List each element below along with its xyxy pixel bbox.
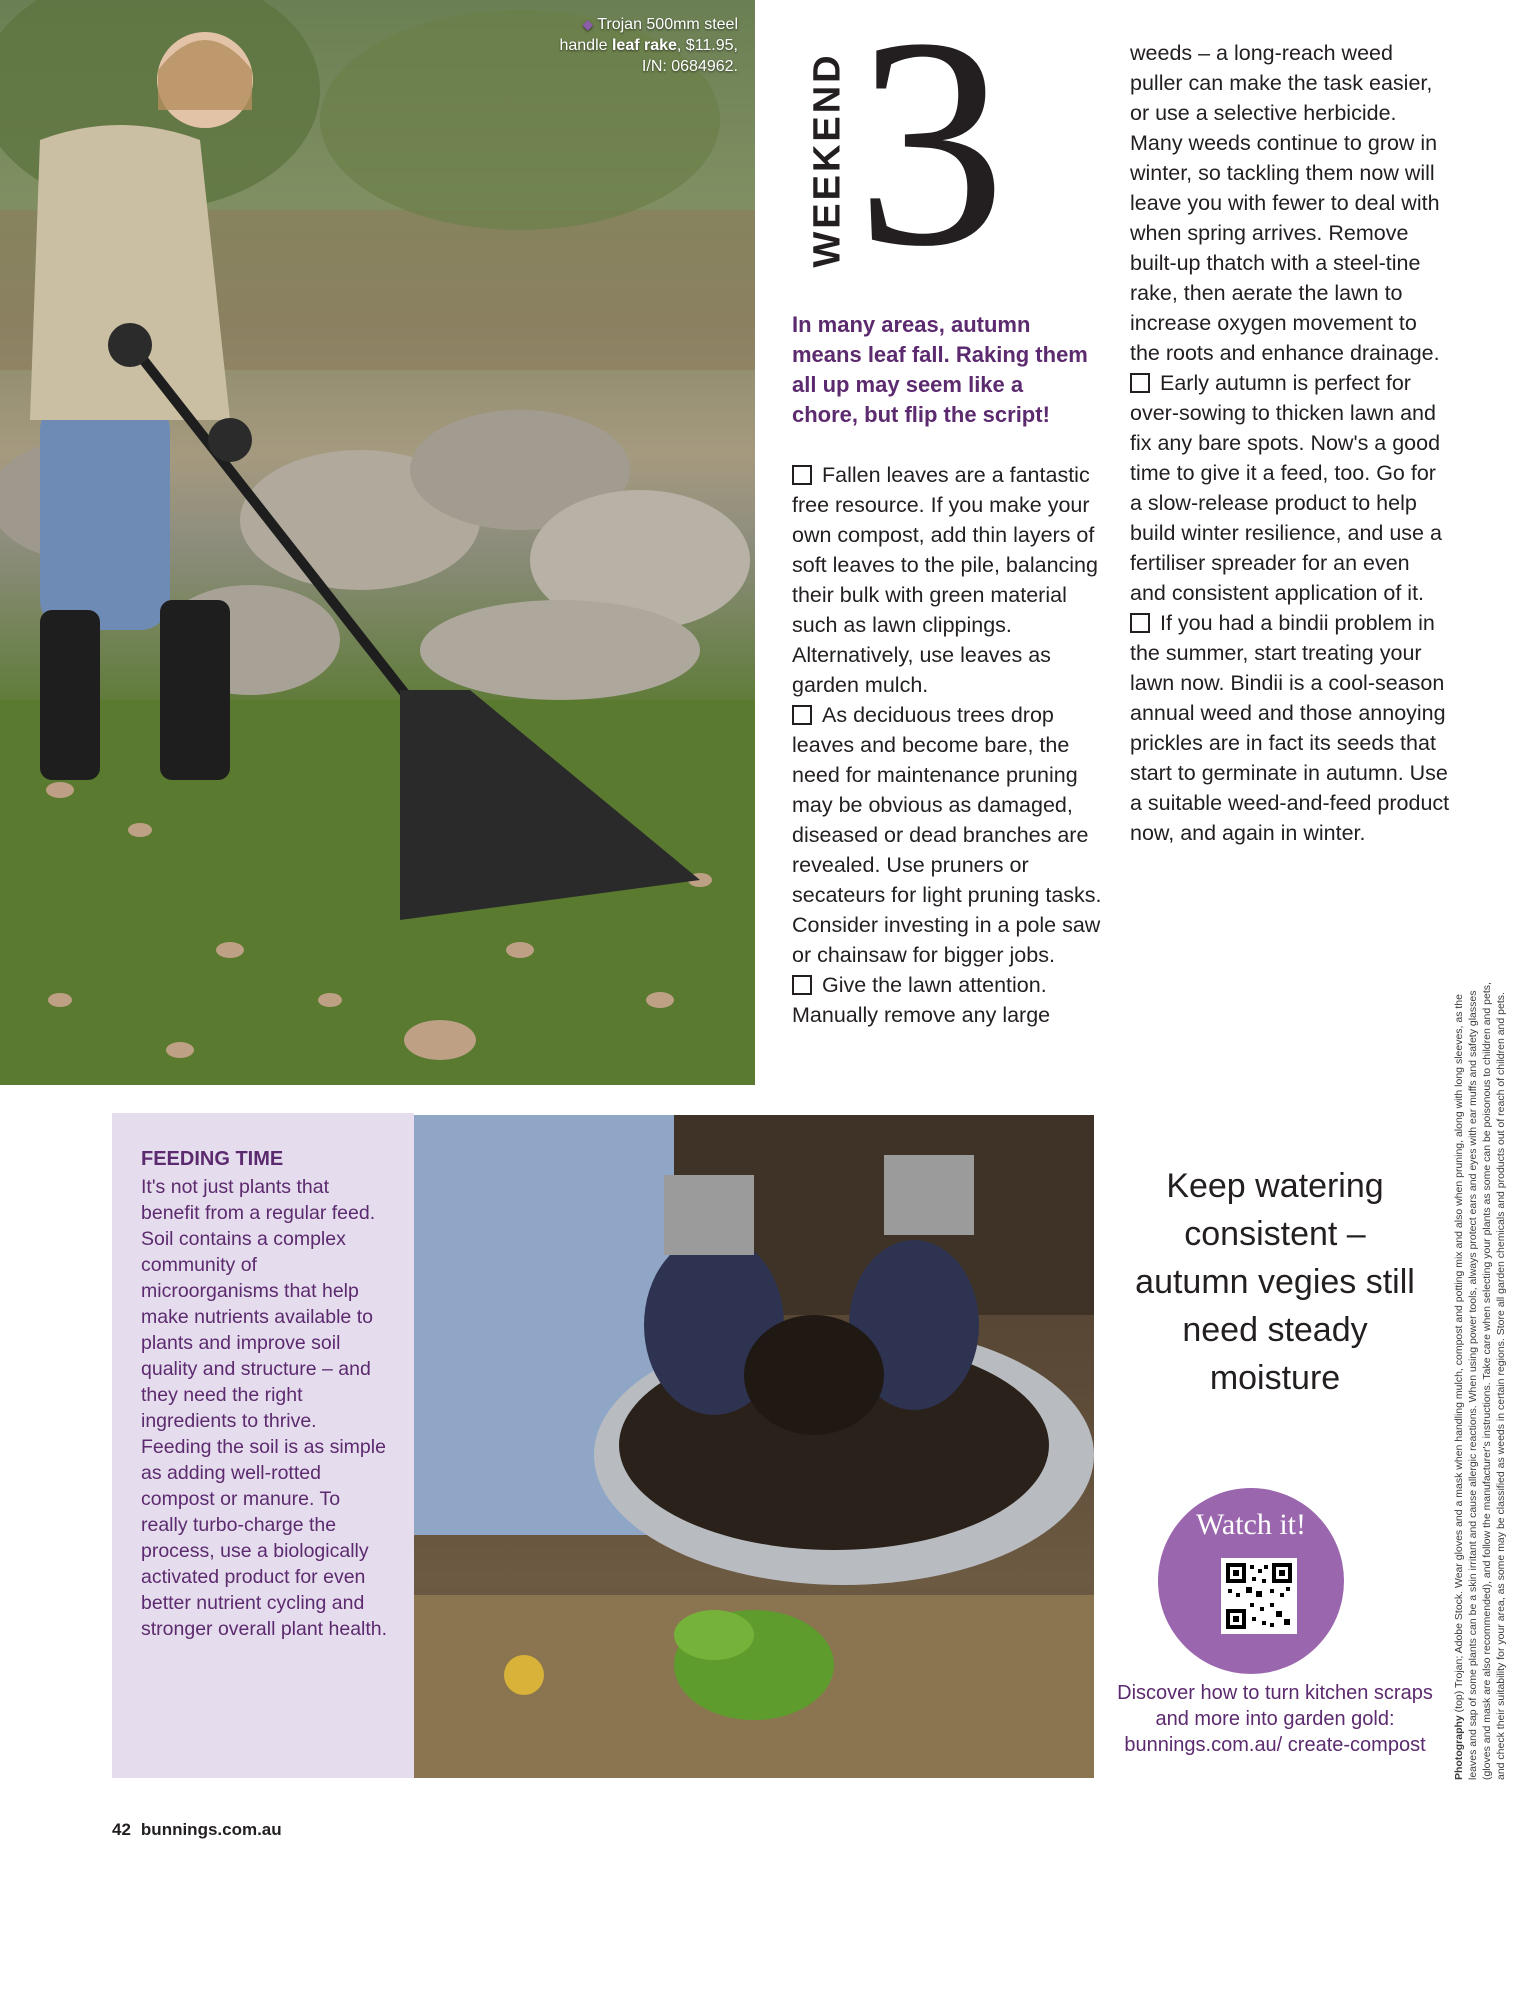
feeding-heading: FEEDING TIME — [141, 1148, 284, 1170]
column-middle — [792, 460, 1112, 1030]
checkbox-icon — [1130, 373, 1150, 393]
tip-text: As deciduous trees drop leaves and become bare, the need for maintenance pruning may be obvious as damaged, diseased or dead branches are revealed. Use pruners or secateurs for light pruning tasks. Consider investing in a pole saw or chainsaw for bigger jobs. — [792, 703, 1102, 967]
checkbox-icon — [792, 465, 812, 485]
feeding-body: It's not just plants that benefit from a regular feed. Soil contains a complex community of microorganisms that help make nutrients available to plants and improve soil quality and structure – and they need the right ingredients to thrive. Feeding the soil is as simple as adding well-rotted compost or manure. To really turbo-charge the process, use a biologically activated product for even better nutrient cycling and stronger overall plant health. — [141, 1176, 388, 1640]
photo-credit — [1452, 980, 1508, 1780]
tip-text: weeds – a long-reach weed puller can make the task easier, or use a selective herbicide. Many weeds continue to grow in winter, so tackling them now will leave you with fewer to deal with when spring arrives. Remove built-up thatch with a steel-tine rake, then aerate the lawn to increase oxygen movement to the roots and enhance drainage. — [1130, 41, 1440, 365]
caption-price: , $11.95, I/N: 0684962. — [641, 37, 738, 75]
page-footer — [112, 1820, 282, 1840]
tip-text: Give the lawn attention. Manually remove any large — [792, 973, 1051, 1027]
checkbox-icon — [792, 975, 812, 995]
qr-code[interactable] — [1221, 1558, 1297, 1634]
product-caption — [548, 14, 738, 77]
tip-text: If you had a bindii problem in the summer, start treating your lawn now. Bindii is a cool-season annual weed and those annoying prickles are in fact its seeds that start to germinate in autumn. Use a suitable weed-and-feed product now, and again in winter. — [1130, 611, 1450, 845]
column-right — [1130, 38, 1450, 848]
weekend-number: 3 — [856, 0, 1006, 308]
weekend-word-text: WEEKEND — [806, 52, 849, 268]
checkbox-icon — [792, 705, 812, 725]
credit-label: Photography — [1453, 1715, 1465, 1780]
qr-code-icon — [1226, 1563, 1292, 1629]
diamond-icon: ◆ — [582, 16, 594, 32]
caption-prefix: Trojan 500mm steel handle — [559, 16, 738, 54]
caption-product-name: leaf rake — [611, 37, 677, 54]
compost-photo-illustration — [414, 1115, 1094, 1778]
page-number: 42 — [112, 1820, 131, 1839]
rake-photo — [0, 0, 755, 1085]
tip-paragraph — [792, 460, 1112, 700]
tip-paragraph — [792, 700, 1112, 970]
watering-callout: Keep watering consistent – autumn vegies still need steady moisture — [1135, 1167, 1415, 1397]
credit-text: (top) Trojan; Adobe Stock. Wear gloves and a mask when handling mulch, compost and potting mix and also when pruning, along with long sleeves, as the leaves and sap of some plants can be a skin irritant and cause allergic reactions. When using power tools, always protect ears and eyes with ear muffs and safety glasses (gloves and mask are also recommended), and follow the manufacturer's instructions. Take care when selecting your plants as some can be poisonous to children and pets, and check their suitability for your area, as some may be classified as weeds in certain regions. Store all garden chemicals and products out of reach of children and pets. — [1453, 982, 1507, 1780]
rake-photo-illustration — [0, 0, 755, 1085]
intro-text: In many areas, autumn means leaf fall. Raking them all up may seem like a chore, but flip the script! — [792, 312, 1088, 427]
weekend-label — [800, 50, 856, 270]
tip-paragraph — [1130, 608, 1450, 848]
compost-photo — [414, 1115, 1094, 1778]
discover-text: Discover how to turn kitchen scraps and more into garden gold: bunnings.com.au/ create-compost — [1117, 1682, 1433, 1756]
footer-site: bunnings.com.au — [140, 1820, 282, 1839]
tip-text: Early autumn is perfect for over-sowing to thicken lawn and fix any bare spots. Now's a good time to give it a feed, too. Go for a slow-release product to help build winter resilience, and use a fertiliser spreader for an even and consistent application of it. — [1130, 371, 1442, 605]
tip-text: Fallen leaves are a fantastic free resource. If you make your own compost, add thin layers of soft leaves to the pile, balancing their bulk with green material such as lawn clippings. Alternatively, use leaves as garden mulch. — [792, 463, 1098, 697]
tip-paragraph — [1130, 368, 1450, 608]
checkbox-icon — [1130, 613, 1150, 633]
tip-paragraph — [792, 970, 1112, 1030]
watch-it-label: Watch it! — [1195, 1508, 1307, 1541]
tip-paragraph — [1130, 38, 1450, 368]
